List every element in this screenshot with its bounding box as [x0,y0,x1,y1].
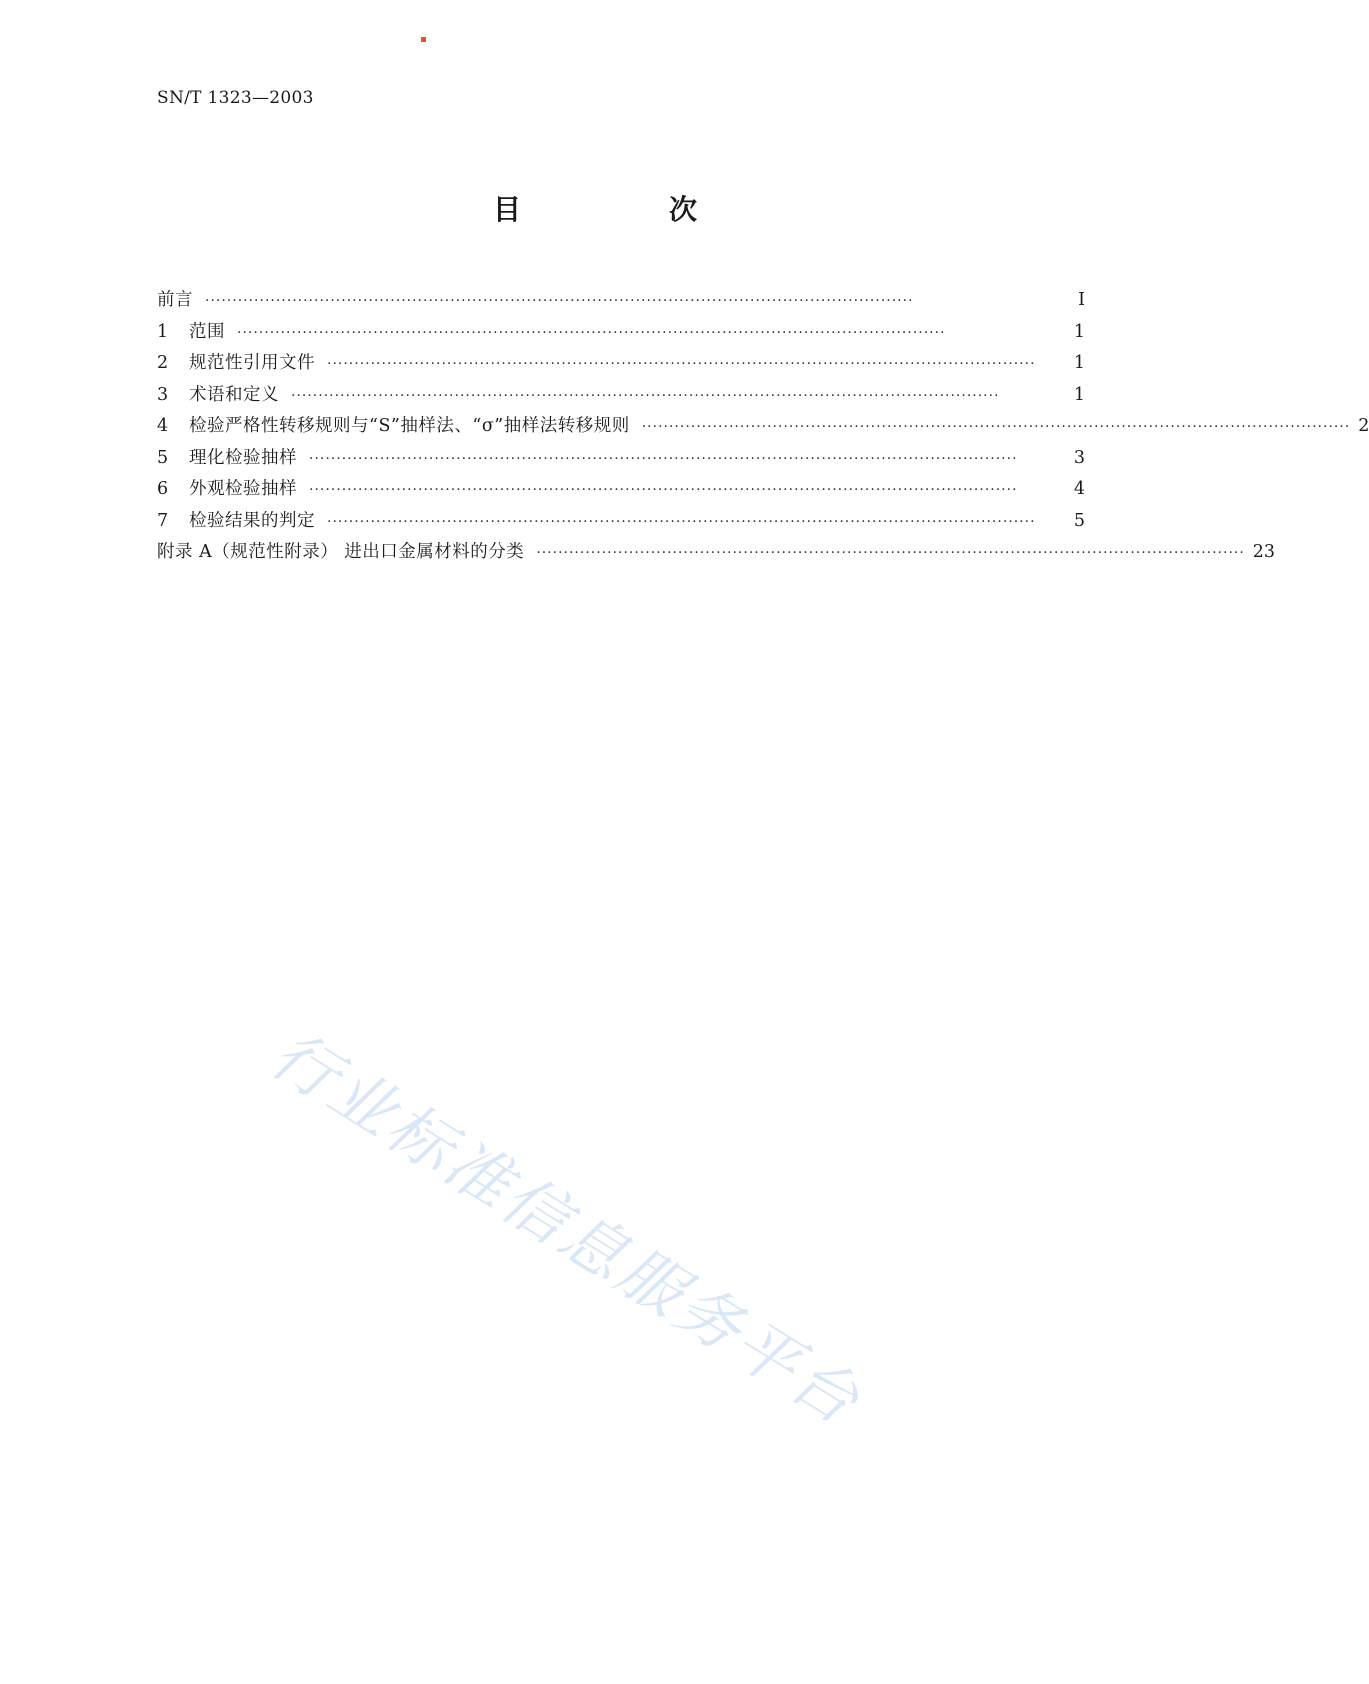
toc-entry-page: 1 [1073,353,1085,373]
toc-leader-dots: ·································································································································· [309,482,1018,498]
watermark: 行业标准信息服务平台 [257,1017,874,1441]
toc-entry-label: 前言 [157,290,193,310]
document-code: SN/T 1323—2003 [157,88,314,108]
toc-leader-dots: ·································································································································· [205,293,914,309]
toc-leader-dots: ·································································································································· [536,545,1245,561]
toc-entry-number: 3 [157,384,169,405]
toc-leader-dots: ·································································································································· [641,419,1351,435]
toc-entry-label: 规范性引用文件 [189,353,315,373]
toc-leader-dots: ·································································································································· [237,324,946,341]
toc-entry-annex-a[interactable] [157,538,1276,570]
toc-entry-number: 1 [157,321,169,342]
toc-entry-foreword[interactable] [157,286,1085,318]
toc-entry-2[interactable] [157,349,1085,381]
toc-entry-page: 2 [1358,416,1369,436]
toc-entry-number: 5 [157,447,169,468]
toc-entry-number: 6 [157,479,169,499]
toc-leader-dots: ·································································································································· [327,513,1036,530]
toc-entry-label: 理化检验抽样 [189,447,297,468]
table-of-contents [157,286,1369,570]
toc-entry-3[interactable] [157,381,1085,413]
toc-entry-number: 2 [157,353,169,373]
toc-entry-4[interactable] [157,412,1369,444]
toc-entry-label: 附录 A（规范性附录） 进出口金属材料的分类 [157,542,525,562]
toc-entry-label: 检验严格性转移规则与“S”抽样法、“σ”抽样法转移规则 [189,416,630,436]
toc-entry-label: 检验结果的判定 [189,510,315,531]
toc-entry-number: 4 [157,416,169,436]
toc-entry-5[interactable] [157,444,1085,476]
toc-entry-label: 范围 [189,321,225,342]
toc-entry-page: 1 [1073,321,1085,342]
toc-entry-label: 术语和定义 [189,384,279,405]
toc-entry-page: 1 [1073,384,1085,405]
toc-entry-page: Ⅰ [1078,290,1085,310]
toc-entry-6[interactable] [157,475,1085,507]
toc-entry-page: 3 [1073,447,1085,468]
toc-leader-dots: ·································································································································· [309,450,1018,467]
page-title: 目 次 [492,193,757,226]
toc-entry-page: 23 [1252,542,1276,562]
red-marker [421,37,426,42]
toc-entry-label: 外观检验抽样 [189,479,297,499]
toc-leader-dots: ·································································································································· [291,387,1000,404]
toc-entry-page: 4 [1073,479,1085,499]
toc-leader-dots: ·································································································································· [327,356,1036,372]
toc-entry-number: 7 [157,510,169,531]
toc-entry-1[interactable] [157,318,1085,350]
toc-entry-7[interactable] [157,507,1085,539]
toc-entry-page: 5 [1073,510,1085,531]
